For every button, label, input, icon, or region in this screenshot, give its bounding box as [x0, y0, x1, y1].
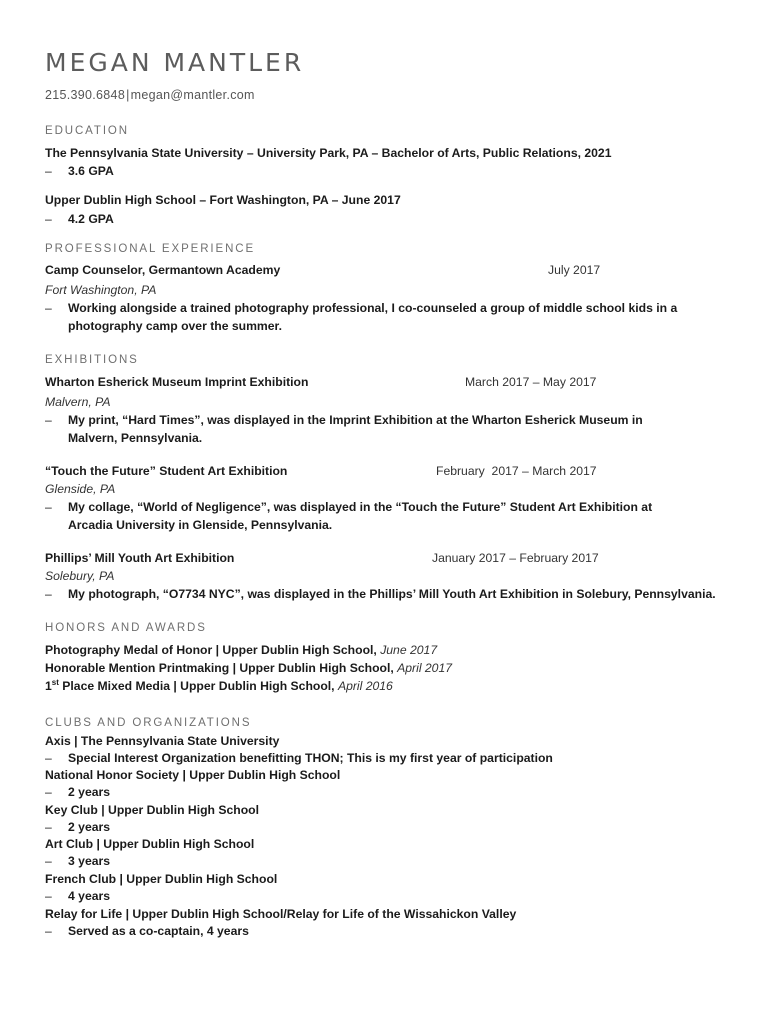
- honor-org: | Upper Dublin High School,: [173, 679, 335, 693]
- experience-entry-date: July 2017: [548, 263, 601, 277]
- bullet-dash: –: [45, 164, 52, 178]
- club-name: Relay for Life: [45, 907, 123, 921]
- bullet-dash: –: [45, 785, 52, 799]
- honor-org: | Upper Dublin High School,: [232, 661, 394, 675]
- bullet-text: 4.2 GPA: [68, 212, 114, 226]
- bullet-dash: –: [45, 751, 52, 765]
- honor-date: June 2017: [380, 643, 438, 657]
- club-org: | Upper Dublin High School/Relay for Life of the Wissahickon Valley: [125, 907, 517, 921]
- club-entry-title: [45, 871, 725, 889]
- resume-name: MEGAN MANTLER: [45, 48, 305, 77]
- club-entry-title: [45, 906, 725, 924]
- experience-entry-bullet: [45, 300, 685, 335]
- honor-entry: [45, 642, 725, 660]
- experience-entry-title: Camp Counselor, Germantown Academy: [45, 263, 281, 277]
- club-entry-bullet: [45, 750, 705, 768]
- exhibition-entry-bullet: [45, 586, 725, 604]
- section-heading-honors: HONORS AND AWARDS: [45, 622, 207, 634]
- honor-date: April 2016: [337, 679, 393, 693]
- exhibition-entry-date: March 2017 – May 2017: [465, 375, 597, 389]
- contact-separator: |: [126, 88, 130, 102]
- club-name: Key Club: [45, 803, 98, 817]
- honor-award: Place Mixed Media: [62, 679, 170, 693]
- bullet-text: My photograph, “O7734 NYC”, was displayed in the Phillips’ Mill Youth Art Exhibition in Solebury, Pennsylvania.: [68, 587, 716, 601]
- bullet-text: 2 years: [68, 785, 111, 799]
- bullet-dash: –: [45, 854, 52, 868]
- honor-date: April 2017: [397, 661, 453, 675]
- club-org: | Upper Dublin High School: [101, 803, 259, 817]
- club-name: Art Club: [45, 837, 94, 851]
- club-name: National Honor Society: [45, 768, 180, 782]
- exhibition-entry-title: Phillips’ Mill Youth Art Exhibition: [45, 551, 235, 565]
- club-name: French Club: [45, 872, 117, 886]
- email-address[interactable]: megan@mantler.com: [130, 88, 255, 102]
- exhibition-entry-title: “Touch the Future” Student Art Exhibition: [45, 464, 288, 478]
- club-entry-bullet: [45, 888, 705, 906]
- bullet-dash: –: [45, 587, 52, 601]
- section-heading-education: EDUCATION: [45, 125, 129, 137]
- club-entry-bullet: [45, 784, 705, 802]
- phone-number: 215.390.6848: [45, 88, 126, 102]
- bullet-text: 3.6 GPA: [68, 164, 114, 178]
- experience-entry-location: Fort Washington, PA: [45, 283, 157, 297]
- exhibition-entry-date: January 2017 – February 2017: [432, 551, 599, 565]
- bullet-text: 3 years: [68, 854, 111, 868]
- bullet-text: My collage, “World of Negligence”, was displayed in the “Touch the Future” Student Art Exhibition at Arcadia University in Glenside, Pennsylvania.: [68, 500, 653, 532]
- exhibition-entry-location: Glenside, PA: [45, 482, 116, 496]
- bullet-dash: –: [45, 413, 52, 427]
- exhibition-entry-location: Malvern, PA: [45, 395, 111, 409]
- education-entry-bullet: [45, 163, 705, 181]
- exhibition-entry-date: February 2017 – March 2017: [436, 464, 597, 478]
- honor-entry: [45, 678, 725, 696]
- bullet-dash: –: [45, 820, 52, 834]
- bullet-text: Special Interest Organization benefitting THON; This is my first year of participation: [68, 751, 553, 765]
- exhibition-entry-bullet: [45, 412, 695, 447]
- club-entry-bullet: [45, 853, 705, 871]
- contact-line: [45, 88, 255, 102]
- section-heading-clubs: CLUBS AND ORGANIZATIONS: [45, 717, 252, 729]
- club-org: | Upper Dublin High School: [96, 837, 255, 851]
- club-entry-title: [45, 802, 725, 820]
- club-org: | Upper Dublin High School: [119, 872, 278, 886]
- honor-award: Photography Medal of Honor: [45, 643, 213, 657]
- honor-award-prefix: 1: [45, 679, 52, 693]
- bullet-text: My print, “Hard Times”, was displayed in the Imprint Exhibition at the Wharton Esherick Museum in Malvern, Pennsylvania.: [68, 413, 643, 445]
- club-org: | Upper Dublin High School: [182, 768, 341, 782]
- club-entry-bullet: [45, 923, 705, 941]
- club-entry-title: [45, 767, 725, 785]
- bullet-dash: –: [45, 889, 52, 903]
- honor-award: Honorable Mention Printmaking: [45, 661, 230, 675]
- honor-entry: [45, 660, 725, 678]
- exhibition-entry-location: Solebury, PA: [45, 569, 115, 583]
- bullet-dash: –: [45, 212, 52, 226]
- club-entry-title: [45, 836, 725, 854]
- education-entry-title: Upper Dublin High School – Fort Washington, PA – June 2017: [45, 193, 401, 207]
- exhibition-entry-title: Wharton Esherick Museum Imprint Exhibition: [45, 375, 309, 389]
- club-entry-title: [45, 733, 725, 751]
- bullet-text: Served as a co-captain, 4 years: [68, 924, 249, 938]
- education-entry-bullet: [45, 211, 705, 229]
- exhibition-entry-bullet: [45, 499, 695, 534]
- bullet-dash: –: [45, 301, 52, 315]
- bullet-text: 4 years: [68, 889, 111, 903]
- education-entry-title: The Pennsylvania State University – University Park, PA – Bachelor of Arts, Public Relations, 2021: [45, 146, 612, 160]
- honor-award-ordinal: st: [51, 677, 59, 687]
- club-entry-bullet: [45, 819, 705, 837]
- honor-org: | Upper Dublin High School,: [215, 643, 377, 657]
- section-heading-experience: PROFESSIONAL EXPERIENCE: [45, 243, 256, 255]
- bullet-text: Working alongside a trained photography professional, I co-counseled a group of middle school kids in a photography camp over the summer.: [68, 301, 678, 333]
- bullet-dash: –: [45, 500, 52, 514]
- bullet-text: 2 years: [68, 820, 111, 834]
- section-heading-exhibitions: EXHIBITIONS: [45, 354, 139, 366]
- club-org: | The Pennsylvania State University: [74, 734, 280, 748]
- club-name: Axis: [45, 734, 71, 748]
- bullet-dash: –: [45, 924, 52, 938]
